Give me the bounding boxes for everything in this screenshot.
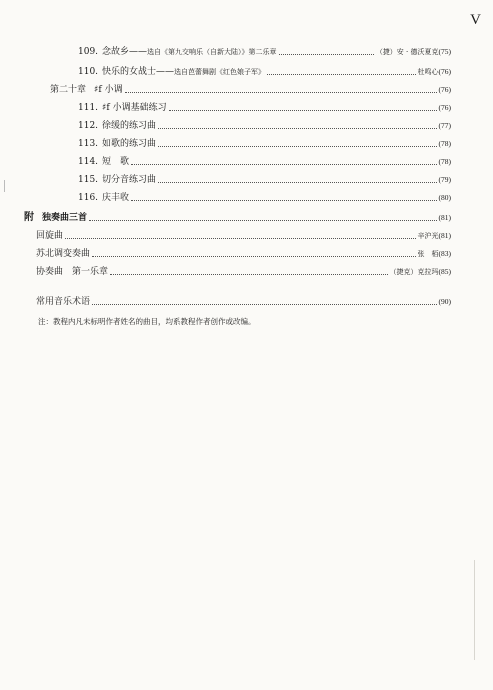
dot-leader	[267, 74, 415, 75]
entry-page: (85)	[438, 267, 451, 276]
entry-title: 切分音练习曲	[102, 175, 157, 185]
dot-leader	[131, 164, 436, 165]
toc-entry-112[interactable]	[78, 120, 451, 132]
entry-number: 111.	[78, 103, 99, 113]
entry-title: ♯f 小调基础练习	[102, 103, 167, 113]
entry-author: （捷克）克拉玛	[389, 268, 439, 276]
dot-leader	[89, 220, 436, 221]
entry-title: 念故乡——	[102, 47, 148, 57]
dot-leader	[110, 274, 387, 275]
toc-entry-113[interactable]	[78, 138, 451, 150]
entry-number: 116.	[78, 193, 99, 203]
entry-page: (79)	[438, 175, 451, 184]
scan-edge-line	[474, 560, 475, 660]
entry-title: 庆丰收	[102, 193, 130, 203]
entry-subtitle: 选自《第九交响乐（自新大陆）》第二乐章	[147, 48, 277, 56]
dot-leader	[65, 238, 415, 239]
toc-entry-114[interactable]	[78, 156, 451, 168]
dot-leader	[169, 110, 437, 111]
entry-author: 杜鸣心	[417, 68, 439, 76]
dot-leader	[158, 182, 436, 183]
entry-page: (83)	[438, 249, 451, 258]
appendix-title: 独奏曲三首	[42, 213, 88, 223]
entry-page: (81)	[438, 231, 451, 240]
entry-title: 回旋曲	[36, 231, 64, 241]
entry-title: 短 歌	[102, 157, 130, 167]
toc-entry-111[interactable]	[78, 102, 451, 114]
entry-page: (76)	[438, 103, 451, 112]
dot-leader	[158, 128, 436, 129]
toc-appendix[interactable]	[24, 212, 451, 224]
chapter-number: 第二十章	[50, 85, 87, 95]
chapter-title: ♯f 小调	[94, 85, 123, 95]
entry-title: 苏北调变奏曲	[36, 249, 91, 259]
entry-number: 110.	[78, 67, 99, 77]
appendix-marker: 附	[24, 212, 34, 223]
entry-number: 114.	[78, 157, 99, 167]
entry-page: (90)	[438, 297, 451, 306]
entry-subtitle: 选自芭蕾舞剧《红色娘子军》	[174, 68, 266, 76]
toc-entry-terms[interactable]	[36, 296, 451, 308]
toc-entry-concerto[interactable]	[36, 266, 451, 278]
entry-author: 张 栢	[417, 250, 439, 258]
entry-title: 如歌的练习曲	[102, 139, 157, 149]
toc-entry-116[interactable]	[78, 192, 451, 204]
entry-page: (77)	[438, 121, 451, 130]
entry-number: 109.	[78, 47, 99, 57]
entry-page: (76)	[438, 67, 451, 76]
entry-page: (78)	[438, 157, 451, 166]
dot-leader	[158, 146, 436, 147]
entry-title: 快乐的女战士——	[102, 67, 175, 77]
dot-leader	[92, 256, 415, 257]
toc-entry-115[interactable]	[78, 174, 451, 186]
toc-entry-109[interactable]	[78, 46, 451, 58]
dot-leader	[125, 92, 437, 93]
toc-entry-110[interactable]	[78, 66, 451, 78]
entry-title: 徐缓的练习曲	[102, 121, 157, 131]
entry-page: (81)	[438, 213, 451, 222]
entry-number: 115.	[78, 175, 99, 185]
toc-entry-variations[interactable]	[36, 248, 451, 260]
toc-chapter-20[interactable]	[50, 84, 451, 96]
entry-page: (76)	[438, 85, 451, 94]
entry-page: (80)	[438, 193, 451, 202]
entry-title: 协奏曲 第一乐章	[36, 267, 109, 277]
entry-page: (78)	[438, 139, 451, 148]
entry-title: 常用音乐术语	[36, 297, 91, 307]
entry-author: （捷）安 · 德沃夏克	[375, 48, 439, 56]
entry-page: (75)	[438, 47, 451, 56]
page-number: V	[470, 12, 481, 28]
entry-number: 113.	[78, 139, 99, 149]
footnote: 注：教程内凡未标明作者姓名的曲目，均系教程作者创作或改编。	[38, 317, 256, 326]
margin-mark	[4, 180, 5, 192]
dot-leader	[131, 200, 436, 201]
dot-leader	[92, 304, 436, 305]
toc-entry-rondo[interactable]	[36, 230, 451, 242]
entry-number: 112.	[78, 121, 99, 131]
dot-leader	[279, 54, 374, 55]
entry-author: 辛沪光	[417, 232, 439, 240]
